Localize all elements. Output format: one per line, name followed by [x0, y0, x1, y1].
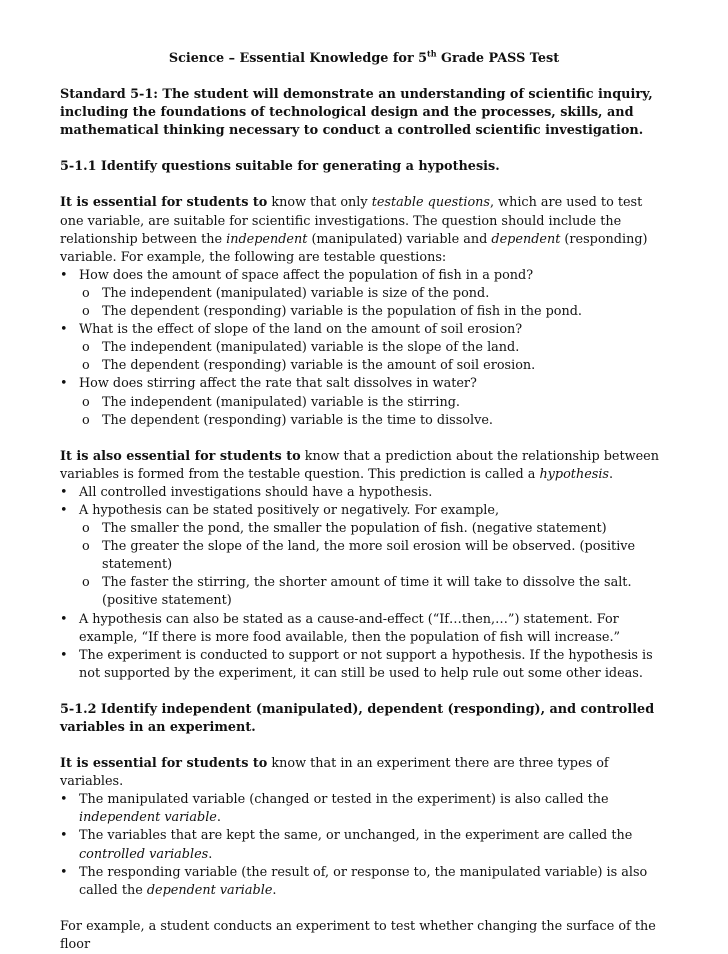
list-item: • All controlled investigations should have a hypothesis.: [60, 484, 433, 500]
sub-list-item: o The smaller the pond, the smaller the population of fish. (negative statement): [82, 521, 607, 537]
sub-list-item: o The dependent (responding) variable is the amount of soil erosion.: [82, 358, 536, 374]
hypothesis-list: [60, 484, 668, 683]
document-title: Science – Essential Knowledge for 5th Grade PASS Test: [168, 48, 560, 66]
sub-list-item: o The independent (manipulated) variable is the slope of the land.: [82, 340, 520, 356]
standard-statement: Standard 5-1: The student will demonstrate an understanding of scientific inquiry, including the foundations of technological design and the processes, skills, and mathematical thinking necessary to conduct a controlled scientific investigation.: [60, 87, 653, 139]
list-item: • How does stirring affect the rate that salt dissolves in water?: [60, 376, 477, 392]
list-item: • A hypothesis can be stated positively or negatively. For example,: [60, 502, 500, 518]
list-item: • The experiment is conducted to support or not support a hypothesis. If the hypothesis is not supported by the experiment, it can still be used to help rule out some other ideas.: [60, 647, 653, 681]
sub-list-item: o The independent (manipulated) variable is the stirring.: [82, 394, 460, 410]
essential-knowledge-intro: It is essential for students to know that only testable questions, which are used to test one variable, are suitable for scientific investigations. The question should include the relationship between the independent (manipulated) variable and dependent (responding) variable. For example, the following are testable questions:: [60, 195, 648, 265]
example-paragraph: For example, a student conducts an experiment to test whether changing the surface of the floor: [60, 918, 656, 952]
sub-list-item: o The dependent (responding) variable is the population of fish in the pond.: [82, 304, 582, 320]
spacer: [60, 900, 668, 918]
list-item: • How does the amount of space affect the population of fish in a pond?: [60, 267, 534, 283]
sub-list-item: o The greater the slope of the land, the more soil erosion will be observed. (positive statement): [82, 539, 636, 573]
list-item: • The variables that are kept the same, or unchanged, in the experiment are called the controlled variables.: [60, 828, 633, 862]
sub-list-item: o The dependent (responding) variable is the time to dissolve.: [82, 412, 493, 428]
spacer: [60, 430, 668, 448]
section-heading-5-1-2: 5-1.2 Identify independent (manipulated), dependent (responding), and controlled variables in an experiment.: [60, 701, 655, 735]
list-item: • What is the effect of slope of the land on the amount of soil erosion?: [60, 322, 523, 338]
variables-intro: It is essential for students to know that in an experiment there are three types of variables.: [60, 756, 609, 790]
section-heading-5-1-1: 5-1.1 Identify questions suitable for generating a hypothesis.: [60, 159, 500, 175]
list-item: • A hypothesis can also be stated as a cause-and-effect (“If…then,…”) statement. For example, “If there is more food available, then the population of fish will increase.”: [60, 611, 621, 645]
list-item: • The responding variable (the result of, or response to, the manipulated variable) is also called the dependent variable.: [60, 864, 648, 898]
variables-list: [60, 791, 668, 900]
testable-questions-list: [60, 267, 668, 430]
sub-list-item: o The faster the stirring, the shorter amount of time it will take to dissolve the salt. (positive statement): [82, 575, 632, 609]
hypothesis-intro: It is also essential for students to know that a prediction about the relationship between variables is formed from the testable question. This prediction is called a hypothesis.: [60, 448, 659, 482]
list-item: • The manipulated variable (changed or tested in the experiment) is also called the independent variable.: [60, 792, 609, 826]
sub-list-item: o The independent (manipulated) variable is size of the pond.: [82, 285, 490, 301]
spacer: [60, 683, 668, 701]
